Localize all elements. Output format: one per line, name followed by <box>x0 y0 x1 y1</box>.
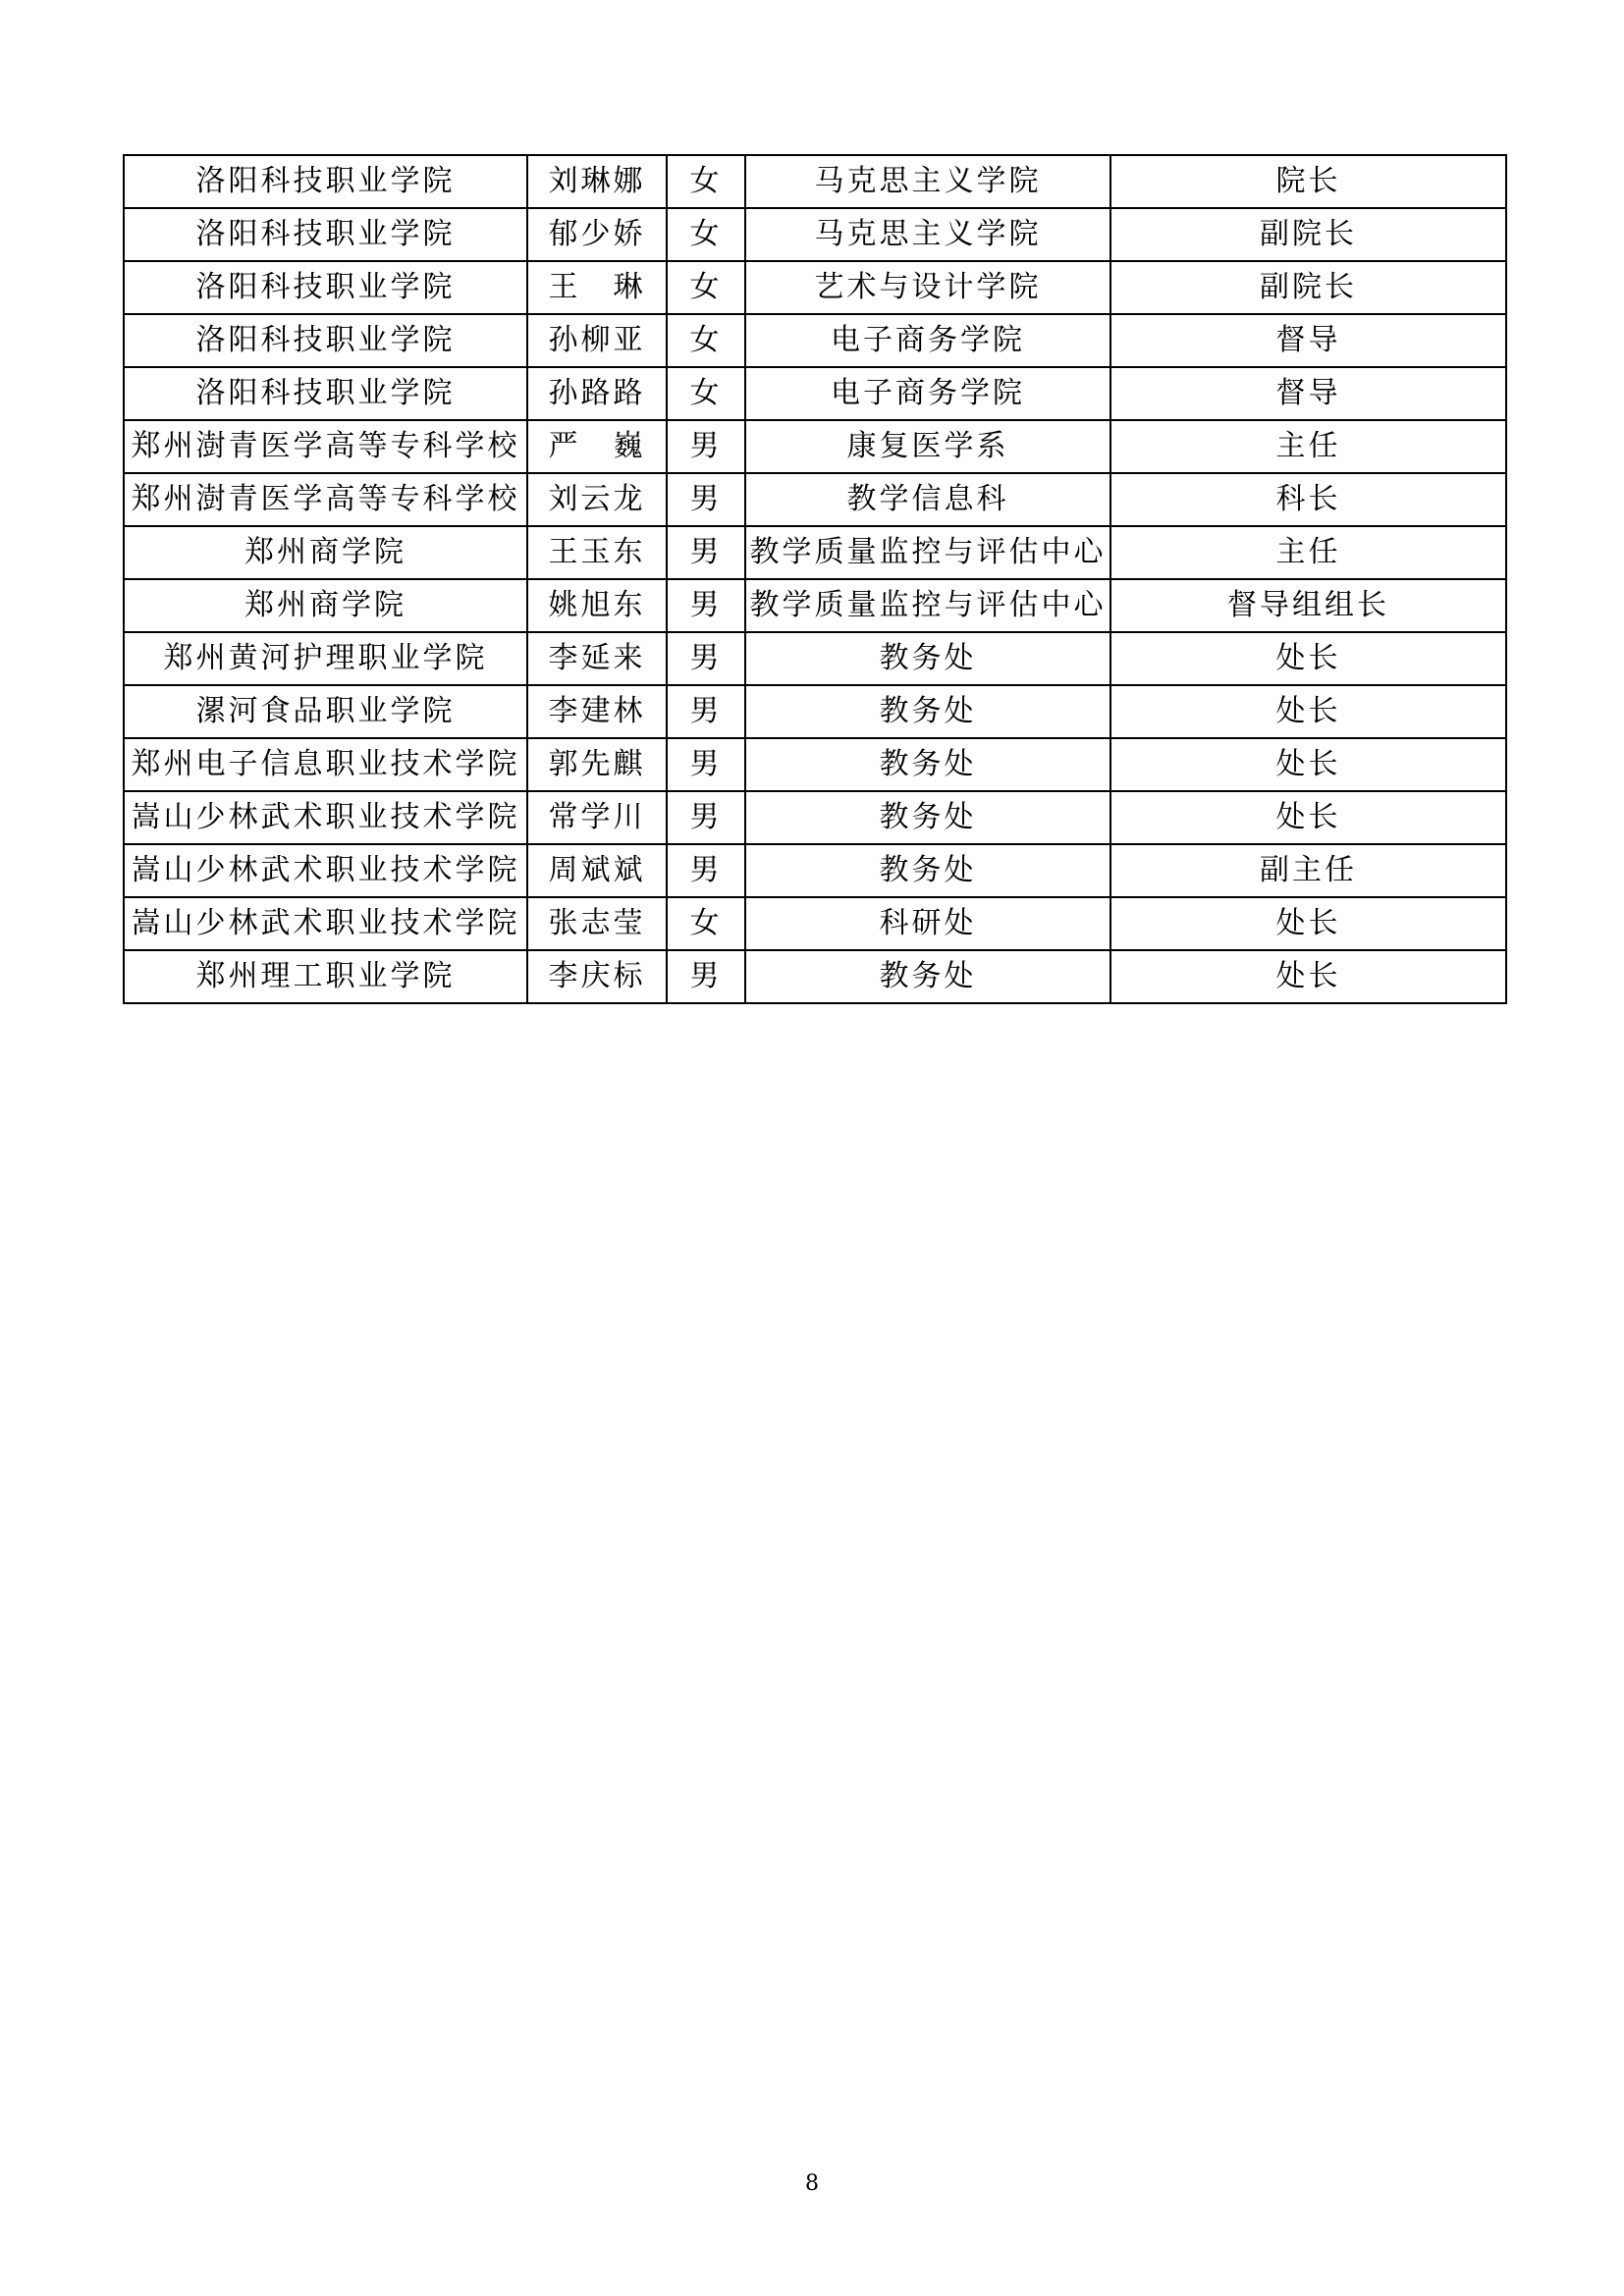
name-cell: 张志莹 <box>527 897 667 950</box>
table-row <box>124 579 1506 632</box>
gender-cell: 男 <box>667 950 745 1003</box>
table-row <box>124 261 1506 314</box>
table-row <box>124 473 1506 526</box>
name-cell: 姚旭东 <box>527 579 667 632</box>
gender-cell: 男 <box>667 844 745 897</box>
gender-cell: 男 <box>667 526 745 579</box>
department-cell: 电子商务学院 <box>745 367 1110 420</box>
department-cell: 教务处 <box>745 950 1110 1003</box>
school-cell: 郑州商学院 <box>124 526 527 579</box>
name-cell: 王玉东 <box>527 526 667 579</box>
title-cell: 督导组组长 <box>1110 579 1506 632</box>
table-row <box>124 738 1506 791</box>
gender-cell: 女 <box>667 155 745 208</box>
gender-cell: 男 <box>667 685 745 738</box>
title-cell: 科长 <box>1110 473 1506 526</box>
title-cell: 督导 <box>1110 314 1506 367</box>
gender-cell: 女 <box>667 261 745 314</box>
department-cell: 电子商务学院 <box>745 314 1110 367</box>
table-row <box>124 155 1506 208</box>
name-cell: 李延来 <box>527 632 667 685</box>
name-cell: 郁少娇 <box>527 208 667 261</box>
table-row <box>124 844 1506 897</box>
department-cell: 教务处 <box>745 685 1110 738</box>
gender-cell: 女 <box>667 897 745 950</box>
table-row <box>124 897 1506 950</box>
school-cell: 洛阳科技职业学院 <box>124 155 527 208</box>
title-cell: 督导 <box>1110 367 1506 420</box>
name-cell: 孙柳亚 <box>527 314 667 367</box>
title-cell: 处长 <box>1110 897 1506 950</box>
school-cell: 嵩山少林武术职业技术学院 <box>124 844 527 897</box>
department-cell: 教学信息科 <box>745 473 1110 526</box>
title-cell: 处长 <box>1110 791 1506 844</box>
department-cell: 康复医学系 <box>745 420 1110 473</box>
table-row <box>124 685 1506 738</box>
school-cell: 嵩山少林武术职业技术学院 <box>124 897 527 950</box>
title-cell: 主任 <box>1110 526 1506 579</box>
name-cell: 孙路路 <box>527 367 667 420</box>
table-row <box>124 208 1506 261</box>
table-row <box>124 367 1506 420</box>
title-cell: 处长 <box>1110 632 1506 685</box>
gender-cell: 男 <box>667 579 745 632</box>
name-cell: 常学川 <box>527 791 667 844</box>
title-cell: 处长 <box>1110 738 1506 791</box>
school-cell: 郑州理工职业学院 <box>124 950 527 1003</box>
gender-cell: 男 <box>667 791 745 844</box>
name-cell: 严 巍 <box>527 420 667 473</box>
title-cell: 副主任 <box>1110 844 1506 897</box>
name-cell: 李建林 <box>527 685 667 738</box>
title-cell: 处长 <box>1110 685 1506 738</box>
department-cell: 马克思主义学院 <box>745 155 1110 208</box>
school-cell: 郑州澍青医学高等专科学校 <box>124 420 527 473</box>
school-cell: 洛阳科技职业学院 <box>124 367 527 420</box>
department-cell: 艺术与设计学院 <box>745 261 1110 314</box>
table-row <box>124 632 1506 685</box>
school-cell: 嵩山少林武术职业技术学院 <box>124 791 527 844</box>
table-row <box>124 950 1506 1003</box>
department-cell: 科研处 <box>745 897 1110 950</box>
gender-cell: 男 <box>667 420 745 473</box>
department-cell: 教务处 <box>745 844 1110 897</box>
department-cell: 教务处 <box>745 791 1110 844</box>
title-cell: 副院长 <box>1110 208 1506 261</box>
gender-cell: 男 <box>667 738 745 791</box>
name-cell: 王 琳 <box>527 261 667 314</box>
gender-cell: 男 <box>667 632 745 685</box>
page-number: 8 <box>805 2171 819 2196</box>
school-cell: 漯河食品职业学院 <box>124 685 527 738</box>
department-cell: 马克思主义学院 <box>745 208 1110 261</box>
school-cell: 郑州黄河护理职业学院 <box>124 632 527 685</box>
school-cell: 洛阳科技职业学院 <box>124 208 527 261</box>
table-row <box>124 526 1506 579</box>
title-cell: 处长 <box>1110 950 1506 1003</box>
title-cell: 主任 <box>1110 420 1506 473</box>
name-cell: 刘云龙 <box>527 473 667 526</box>
department-cell: 教务处 <box>745 632 1110 685</box>
department-cell: 教学质量监控与评估中心 <box>745 526 1110 579</box>
table-row <box>124 314 1506 367</box>
gender-cell: 女 <box>667 367 745 420</box>
school-cell: 洛阳科技职业学院 <box>124 314 527 367</box>
gender-cell: 男 <box>667 473 745 526</box>
name-cell: 郭先麒 <box>527 738 667 791</box>
title-cell: 院长 <box>1110 155 1506 208</box>
table-row <box>124 420 1506 473</box>
school-cell: 洛阳科技职业学院 <box>124 261 527 314</box>
gender-cell: 女 <box>667 208 745 261</box>
department-cell: 教务处 <box>745 738 1110 791</box>
personnel-table <box>123 154 1507 1004</box>
table-row <box>124 791 1506 844</box>
department-cell: 教学质量监控与评估中心 <box>745 579 1110 632</box>
school-cell: 郑州商学院 <box>124 579 527 632</box>
school-cell: 郑州电子信息职业技术学院 <box>124 738 527 791</box>
gender-cell: 女 <box>667 314 745 367</box>
name-cell: 李庆标 <box>527 950 667 1003</box>
personnel-table-body <box>124 155 1506 1003</box>
name-cell: 刘琳娜 <box>527 155 667 208</box>
school-cell: 郑州澍青医学高等专科学校 <box>124 473 527 526</box>
title-cell: 副院长 <box>1110 261 1506 314</box>
name-cell: 周斌斌 <box>527 844 667 897</box>
